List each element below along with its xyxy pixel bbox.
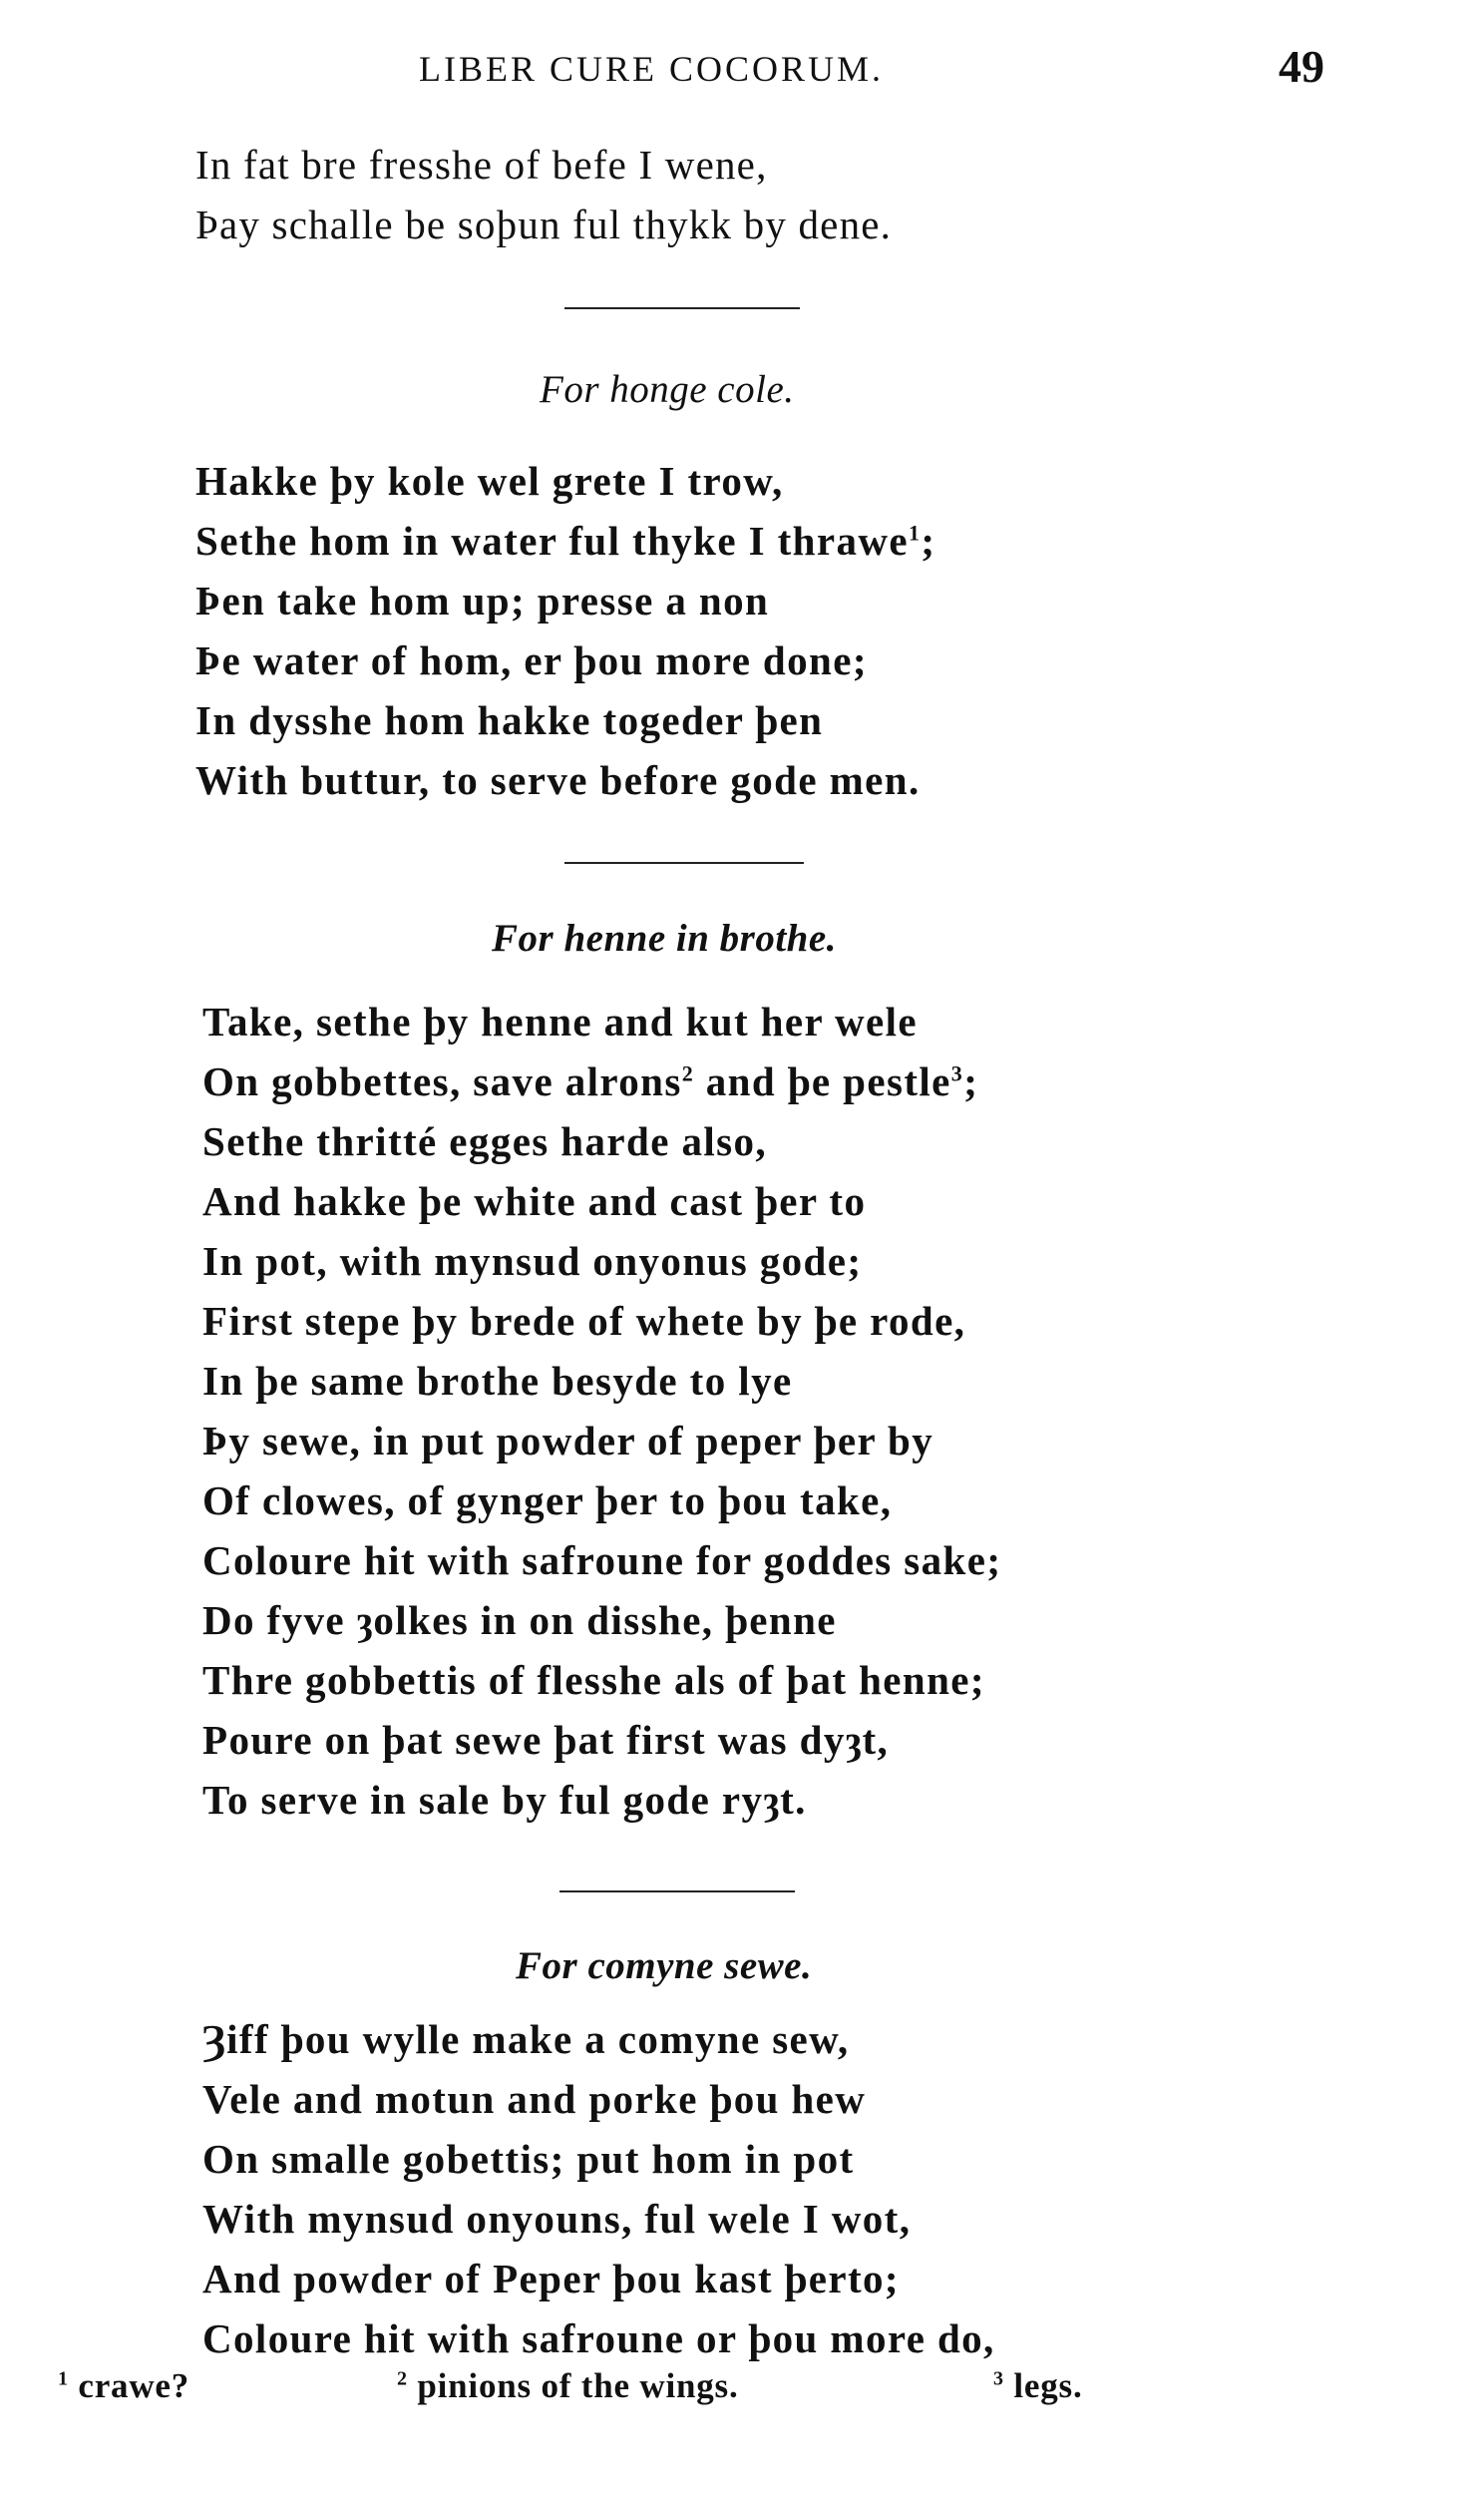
verse-line: Þe water of hom, er þou more done; [195,637,868,683]
recipe-honge-cole-verse [195,451,1484,810]
verse-line: On smalle gobettis; put hom in pot [202,2136,855,2182]
footnote-mark: 3 [993,2367,1004,2390]
section-divider [564,307,800,309]
recipe-heading-honge-cole: For honge cole. [540,368,795,411]
verse-line: Sethe thritté egges harde also, [202,1118,768,1164]
verse-line: Thre gobbettis of flesshe als of þat henne; [202,1657,985,1703]
verse-line: Take, sethe þy henne and kut her wele [202,999,919,1044]
verse-line: Do fyve ȝolkes in on disshe, þenne [202,1597,837,1643]
verse-line: And hakke þe white and cast þer to [202,1178,867,1224]
footnotes [0,2366,1484,2426]
verse-line: Poure on þat sewe þat first was dyȝt, [202,1717,890,1763]
verse-line: Vele and motun and porke þou hew [202,2076,867,2122]
verse-line: In þe same brothe besyde to lye [202,1358,793,1404]
verse-line: Þay schalle be soþun ful thykk by dene. [195,202,893,247]
footnote-3 [993,2366,1083,2406]
verse-line-text: and þe pestle [694,1058,951,1104]
verse-line: With mynsud onyouns, ful wele I wot, [202,2196,912,2242]
footnote-mark: 2 [397,2367,408,2390]
verse-line: Coloure hit with safroune for goddes sake; [202,1537,1002,1583]
verse-line: To serve in sale by ful gode ryȝt. [202,1777,807,1823]
verse-line-end: ; [963,1058,979,1104]
footnote-text: pinions of the wings. [407,2366,739,2405]
verse-line: Hakke þy kole wel grete I trow, [195,458,784,504]
footnote-mark: 3 [950,1060,964,1086]
footnote-2 [397,2366,739,2406]
verse-line: Þy sewe, in put powder of peper þer by [202,1418,934,1463]
page-number: 49 [1279,41,1324,92]
section-divider [564,862,804,864]
verse-line: And powder of Peper þou kast þerto; [202,2256,900,2301]
verse-line [195,511,1484,571]
verse-line: Þen take hom up; presse a non [195,578,770,624]
verse-line [202,1051,1484,1111]
verse-line: In fat bre fresshe of befe I wene, [195,142,768,188]
running-head [0,40,1484,100]
verse-line: Ȝiff þou wylle make a comyne sew, [202,2016,850,2062]
recipe-heading-comyne-sewe: For comyne sewe. [516,1944,813,1987]
footnote-mark: 2 [681,1060,695,1086]
recipe-heading-henne-in-brothe: For henne in brothe. [492,917,837,960]
verse-line-text: Sethe hom in water ful thyke I thrawe [195,518,909,564]
verse-line-text: On gobbettes, save alrons [202,1058,682,1104]
footnote-mark: 1 [909,520,922,546]
footnote-1 [58,2366,189,2406]
verse-line: First stepe þy brede of whete by þe rode, [202,1298,966,1344]
recipe-henne-in-brothe-verse [202,992,1484,1830]
verse-line: Of clowes, of gynger þer to þou take, [202,1477,893,1523]
footnote-mark: 1 [58,2367,69,2390]
footnote-text: legs. [1003,2366,1083,2405]
recipe-comyne-sewe-verse [202,2009,1484,2368]
verse-line: With buttur, to serve before gode men. [195,757,921,803]
running-title: LIBER CURE COCORUM. [419,49,885,89]
verse-line: Coloure hit with safroune or þou more do, [202,2315,995,2361]
opening-verse [195,135,1484,254]
section-divider [559,1890,795,1892]
footnote-text: crawe? [68,2366,190,2405]
verse-line-end: ; [921,518,936,564]
verse-line: In pot, with mynsud onyonus gode; [202,1238,863,1284]
verse-line: In dysshe hom hakke togeder þen [195,697,824,743]
